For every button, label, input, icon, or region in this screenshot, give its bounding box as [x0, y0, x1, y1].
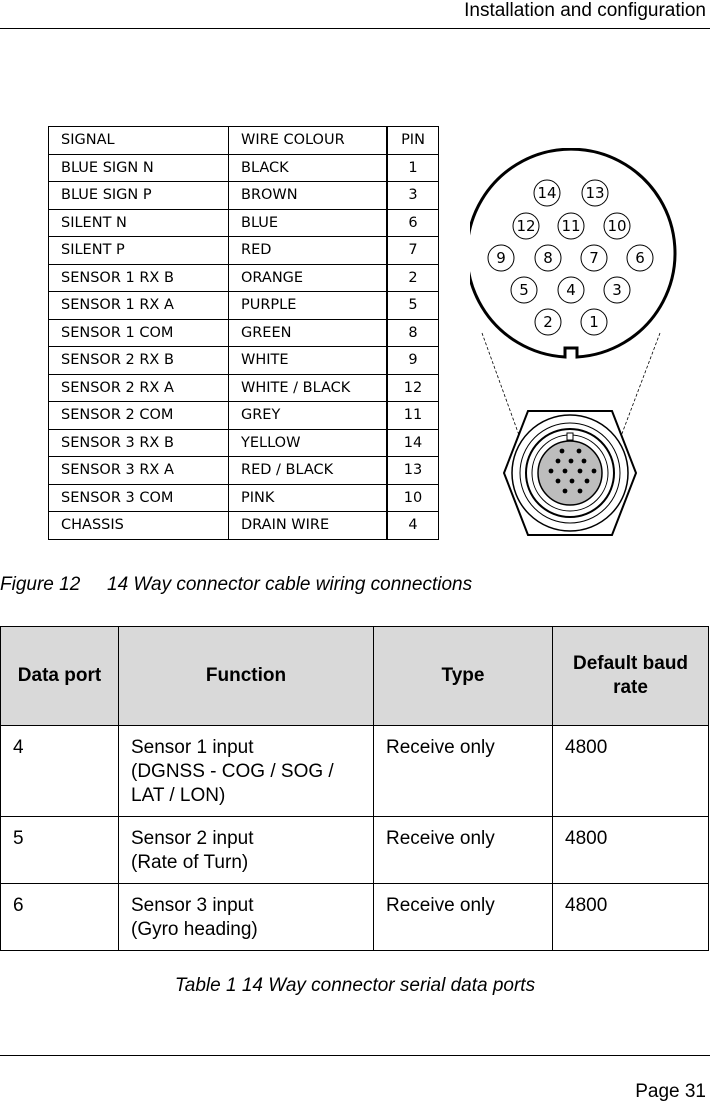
wire-colour-cell: YELLOW [229, 429, 388, 457]
type-cell: Receive only [374, 726, 553, 817]
wire-colour-cell: GREEN [229, 319, 388, 347]
wire-colour-cell: RED [229, 237, 388, 265]
pin-cell: 2 [387, 264, 439, 292]
wire-colour-cell: BLACK [229, 154, 388, 182]
signal-cell: SENSOR 2 COM [49, 402, 229, 430]
signal-cell: SILENT N [49, 209, 229, 237]
pin-label-11: 11 [561, 217, 581, 235]
signal-cell: CHASSIS [49, 512, 229, 540]
wire-colour-cell: GREY [229, 402, 388, 430]
table-row [49, 154, 439, 182]
pin-label-8: 8 [543, 249, 553, 267]
page-number: Page 31 [635, 1081, 706, 1102]
data-port-cell: 5 [1, 817, 119, 884]
function-cell [119, 817, 374, 884]
table-row [49, 182, 439, 210]
data-ports-table [0, 626, 709, 951]
signal-cell: SENSOR 3 COM [49, 484, 229, 512]
table-row [49, 402, 439, 430]
function-line: Sensor 3 input [131, 895, 254, 916]
signal-cell: SENSOR 1 RX B [49, 264, 229, 292]
pin-cell: 10 [387, 484, 439, 512]
pin-label-6: 6 [635, 249, 645, 267]
table-row [49, 292, 439, 320]
wire-colour-cell: BLUE [229, 209, 388, 237]
pin-label-1: 1 [589, 313, 599, 331]
table-row [49, 347, 439, 375]
table-row [1, 726, 709, 817]
baud-cell: 4800 [553, 726, 709, 817]
header-data-port: Data port [1, 627, 119, 726]
wiring-header-wire-colour: WIRE COLOUR [229, 127, 388, 155]
wire-colour-cell: RED / BLACK [229, 457, 388, 485]
table-row [49, 209, 439, 237]
function-line: (Rate of Turn) [131, 852, 249, 873]
table-row [49, 319, 439, 347]
signal-cell: BLUE SIGN P [49, 182, 229, 210]
pin-label-5: 5 [519, 281, 529, 299]
function-line: (Gyro heading) [131, 919, 258, 940]
pin-cell: 3 [387, 182, 439, 210]
table-row [1, 817, 709, 884]
data-port-cell: 4 [1, 726, 119, 817]
wire-colour-cell: ORANGE [229, 264, 388, 292]
signal-cell: SENSOR 2 RX A [49, 374, 229, 402]
pin-cell: 14 [387, 429, 439, 457]
wire-colour-cell: PURPLE [229, 292, 388, 320]
signal-cell: BLUE SIGN N [49, 154, 229, 182]
signal-cell: SENSOR 3 RX B [49, 429, 229, 457]
wire-colour-cell: WHITE / BLACK [229, 374, 388, 402]
wiring-header-row [49, 127, 439, 155]
pin-label-9: 9 [496, 249, 506, 267]
pin-cell: 7 [387, 237, 439, 265]
pin-cell: 6 [387, 209, 439, 237]
table-row [49, 374, 439, 402]
wiring-table [48, 126, 439, 540]
header-divider [0, 28, 710, 29]
data-port-cell: 6 [1, 884, 119, 951]
table-row [49, 237, 439, 265]
pin-label-13: 13 [585, 184, 605, 202]
function-cell [119, 726, 374, 817]
type-cell: Receive only [374, 884, 553, 951]
wiring-header-signal: SIGNAL [49, 127, 229, 155]
pin-cell: 12 [387, 374, 439, 402]
pin-cell: 4 [387, 512, 439, 540]
type-cell: Receive only [374, 817, 553, 884]
signal-cell: SENSOR 1 RX A [49, 292, 229, 320]
pin-label-7: 7 [589, 249, 599, 267]
pin-cell: 1 [387, 154, 439, 182]
footer-divider [0, 1055, 710, 1056]
function-line: LAT / LON) [131, 785, 226, 806]
header-type: Type [374, 627, 553, 726]
ports-header-row [1, 627, 709, 726]
wire-colour-cell: DRAIN WIRE [229, 512, 388, 540]
function-line: Sensor 1 input [131, 737, 254, 758]
table-row [1, 884, 709, 951]
signal-cell: SENSOR 2 RX B [49, 347, 229, 375]
figure-caption [0, 574, 472, 596]
figure-caption-text: 14 Way connector cable wiring connections [107, 574, 473, 595]
baud-cell: 4800 [553, 884, 709, 951]
pin-cell: 11 [387, 402, 439, 430]
figure-number: Figure 12 [0, 574, 81, 595]
header-default-baud-rate: Default baud rate [553, 627, 709, 726]
table-row [49, 429, 439, 457]
wiring-header-pin: PIN [387, 127, 439, 155]
pin-cell: 13 [387, 457, 439, 485]
pin-cell: 9 [387, 347, 439, 375]
signal-cell: SENSOR 1 COM [49, 319, 229, 347]
connector-plug-illustration [504, 411, 636, 535]
pin-label-14: 14 [537, 184, 557, 202]
function-line: Sensor 2 input [131, 828, 254, 849]
wire-colour-cell: WHITE [229, 347, 388, 375]
function-line: (DGNSS - COG / SOG / [131, 761, 334, 782]
table-caption: Table 1 14 Way connector serial data ports [174, 975, 536, 996]
table-row [49, 512, 439, 540]
pin-cell: 5 [387, 292, 439, 320]
connector-diagram [470, 148, 690, 538]
table-row [49, 484, 439, 512]
function-cell [119, 884, 374, 951]
table-row [49, 457, 439, 485]
signal-cell: SENSOR 3 RX A [49, 457, 229, 485]
wire-colour-cell: PINK [229, 484, 388, 512]
pin-label-12: 12 [516, 217, 536, 235]
pin-cell: 8 [387, 319, 439, 347]
pin-label-3: 3 [612, 281, 622, 299]
header-function: Function [119, 627, 374, 726]
pin-label-2: 2 [543, 313, 553, 331]
pin-label-4: 4 [566, 281, 576, 299]
baud-cell: 4800 [553, 817, 709, 884]
signal-cell: SILENT P [49, 237, 229, 265]
table-row [49, 264, 439, 292]
wire-colour-cell: BROWN [229, 182, 388, 210]
header-title: Installation and configuration [464, 0, 706, 21]
pin-label-10: 10 [607, 217, 627, 235]
